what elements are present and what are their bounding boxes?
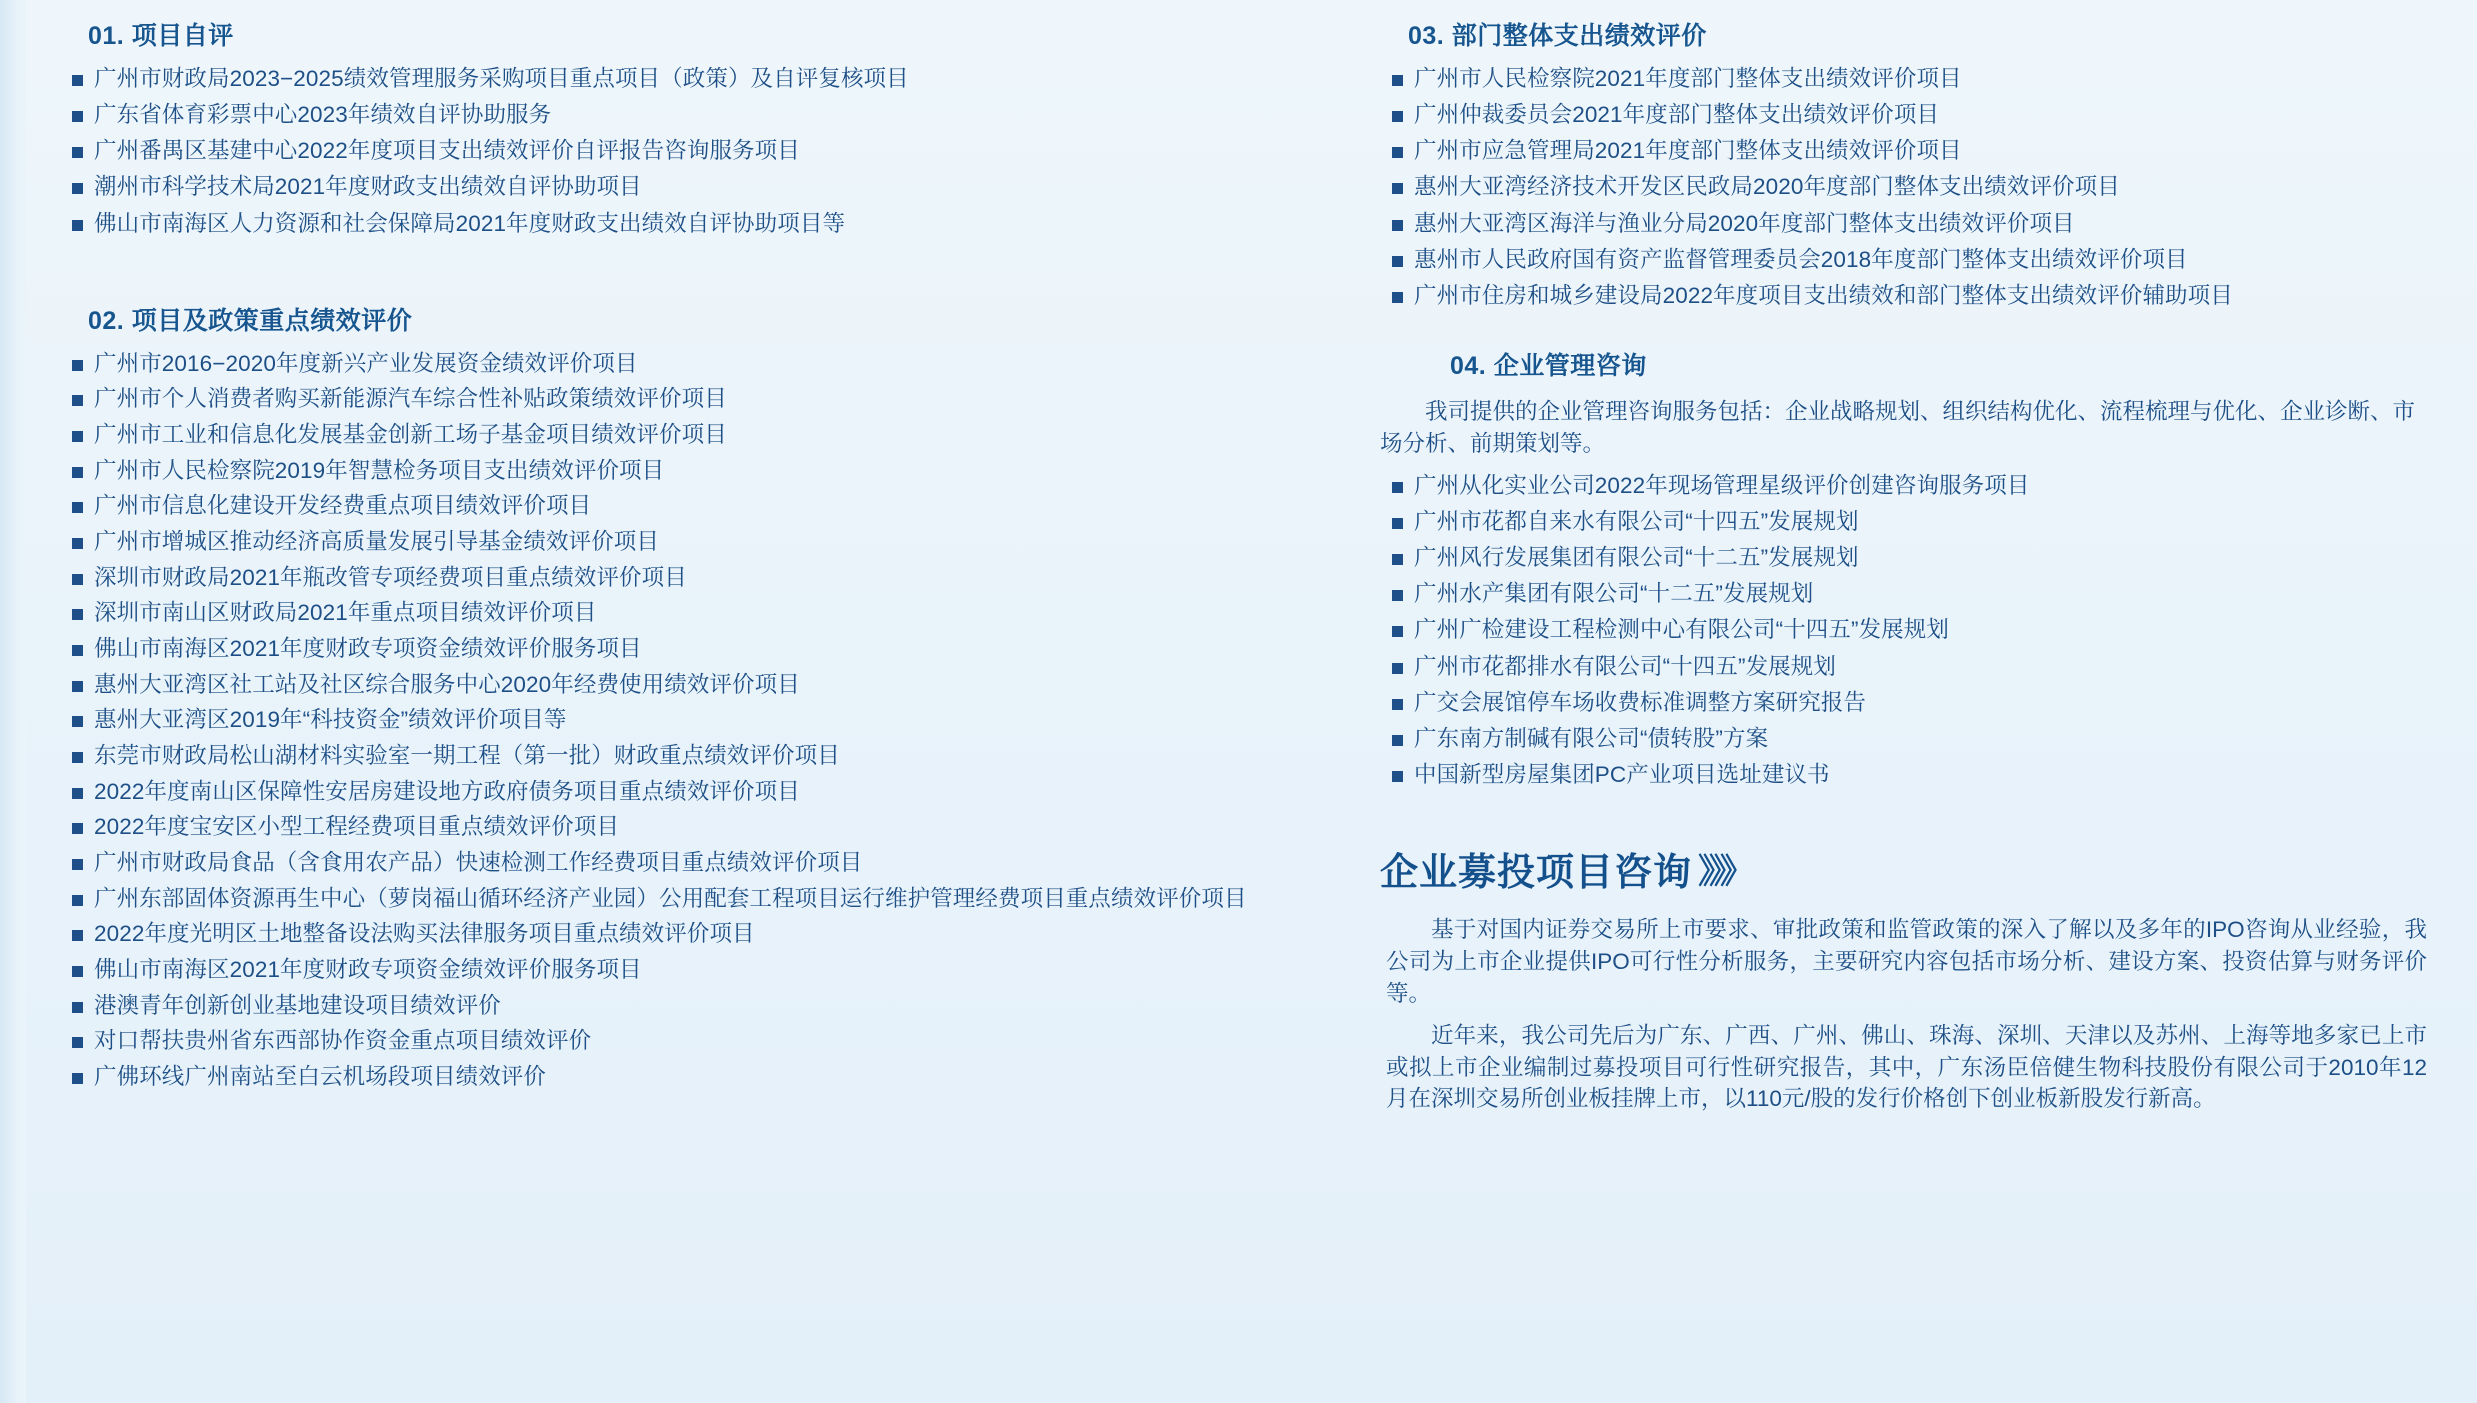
list-item: 广州广检建设工程检测中心有限公司“十四五”发展规划 xyxy=(1380,617,2437,644)
list-item: 广交会展馆停车场收费标准调整方案研究报告 xyxy=(1380,690,2437,717)
section-01-list xyxy=(60,66,1300,237)
list-item: 广州市2016−2020年度新兴产业发展资金绩效评价项目 xyxy=(60,351,1300,378)
list-item: 广州风行发展集团有限公司“十二五”发展规划 xyxy=(1380,545,2437,572)
list-item: 港澳青年创新创业基地建设项目绩效评价 xyxy=(60,993,1300,1020)
list-item: 2022年度南山区保障性安居房建设地方政府债务项目重点绩效评价项目 xyxy=(60,779,1300,806)
section-02-list xyxy=(60,351,1300,1091)
list-item: 广州市人民检察院2019年智慧检务项目支出绩效评价项目 xyxy=(60,458,1300,485)
section-title-01: 01. 项目自评 xyxy=(88,22,234,50)
list-item: 广州从化实业公司2022年现场管理星级评价创建咨询服务项目 xyxy=(1380,473,2437,500)
feature-body xyxy=(1380,914,2437,1116)
list-item: 广州市花都排水有限公司“十四五”发展规划 xyxy=(1380,654,2437,681)
section-title-03: 03. 部门整体支出绩效评价 xyxy=(1408,22,1707,50)
list-item: 惠州大亚湾区社工站及社区综合服务中心2020年经费使用绩效评价项目 xyxy=(60,672,1300,699)
list-item: 广州市财政局2023−2025绩效管理服务采购项目重点项目（政策）及自评复核项目 xyxy=(60,66,1300,93)
left-column xyxy=(60,10,1320,1403)
list-item: 深圳市南山区财政局2021年重点项目绩效评价项目 xyxy=(60,600,1300,627)
list-item: 惠州大亚湾经济技术开发区民政局2020年度部门整体支出绩效评价项目 xyxy=(1380,174,2437,201)
section-04-block xyxy=(1380,346,2437,789)
list-item: 广州市应急管理局2021年度部门整体支出绩效评价项目 xyxy=(1380,138,2437,165)
list-item: 潮州市科学技术局2021年度财政支出绩效自评协助项目 xyxy=(60,174,1300,201)
feature-paragraph: 近年来，我公司先后为广东、广西、广州、佛山、珠海、深圳、天津以及苏州、上海等地多家已上市或拟上市企业编制过募投项目可行性研究报告，其中，广东汤臣倍健生物科技股份有限公司于2010年12月在深圳交易所创业板挂牌上市，以110元/股的发行价格创下创业板新股发行新高。 xyxy=(1386,1022,2427,1112)
list-item: 惠州大亚湾区海洋与渔业分局2020年度部门整体支出绩效评价项目 xyxy=(1380,211,2437,238)
list-item: 广州市花都自来水有限公司“十四五”发展规划 xyxy=(1380,509,2437,536)
list-item: 广州市个人消费者购买新能源汽车综合性补贴政策绩效评价项目 xyxy=(60,386,1300,413)
list-item: 广佛环线广州南站至白云机场段项目绩效评价 xyxy=(60,1064,1300,1091)
section-03-list xyxy=(1380,66,2437,310)
list-item: 2022年度宝安区小型工程经费项目重点绩效评价项目 xyxy=(60,814,1300,841)
section-04-intro: 我司提供的企业管理咨询服务包括：企业战略规划、组织结构优化、流程梳理与优化、企业诊断、市场分析、前期策划等。 xyxy=(1380,398,2416,457)
list-item: 广州市工业和信息化发展基金创新工场子基金项目绩效评价项目 xyxy=(60,422,1300,449)
list-item: 广州番禺区基建中心2022年度项目支出绩效评价自评报告咨询服务项目 xyxy=(60,138,1300,165)
list-item: 广州市增城区推动经济高质量发展引导基金绩效评价项目 xyxy=(60,529,1300,556)
list-item: 广州市人民检察院2021年度部门整体支出绩效评价项目 xyxy=(1380,66,2437,93)
list-item: 广州市信息化建设开发经费重点项目绩效评价项目 xyxy=(60,493,1300,520)
section-04-list xyxy=(1380,473,2437,789)
list-item: 东莞市财政局松山湖材料实验室一期工程（第一批）财政重点绩效评价项目 xyxy=(60,743,1300,770)
list-item: 惠州市人民政府国有资产监督管理委员会2018年度部门整体支出绩效评价项目 xyxy=(1380,247,2437,274)
list-item: 佛山市南海区2021年度财政专项资金绩效评价服务项目 xyxy=(60,636,1300,663)
list-item: 深圳市财政局2021年瓶改管专项经费项目重点绩效评价项目 xyxy=(60,565,1300,592)
list-item: 广东南方制碱有限公司“债转股”方案 xyxy=(1380,726,2437,753)
feature-heading-text: 企业募投项目咨询 xyxy=(1380,851,1693,894)
feature-heading xyxy=(1380,841,2437,896)
list-item: 广州市财政局食品（含食用农产品）快速检测工作经费项目重点绩效评价项目 xyxy=(60,850,1300,877)
list-item: 惠州大亚湾区2019年“科技资金”绩效评价项目等 xyxy=(60,707,1300,734)
list-item: 对口帮扶贵州省东西部协作资金重点项目绩效评价 xyxy=(60,1028,1300,1055)
list-item: 佛山市南海区人力资源和社会保障局2021年度财政支出绩效自评协助项目等 xyxy=(60,211,1300,238)
feature-paragraph: 基于对国内证券交易所上市要求、审批政策和监管政策的深入了解以及多年的IPO咨询从业经验，我公司为上市企业提供IPO可行性分析服务，主要研究内容包括市场分析、建设方案、投资估算与财务评价等。 xyxy=(1386,916,2427,1006)
list-item: 广东省体育彩票中心2023年绩效自评协助服务 xyxy=(60,102,1300,129)
list-item: 中国新型房屋集团PC产业项目选址建议书 xyxy=(1380,762,2437,789)
section-title-04: 04. 企业管理咨询 xyxy=(1450,351,1647,380)
list-item: 广州东部固体资源再生中心（萝岗福山循环经济产业园）公用配套工程项目运行维护管理经费项目重点绩效评价项目 xyxy=(60,886,1300,913)
chevron-right-icon: 》》》 xyxy=(1698,852,1749,891)
list-item: 2022年度光明区土地整备设法购买法律服务项目重点绩效评价项目 xyxy=(60,921,1300,948)
list-item: 广州水产集团有限公司“十二五”发展规划 xyxy=(1380,581,2437,608)
section-spacer xyxy=(60,247,1300,295)
list-item: 广州仲裁委员会2021年度部门整体支出绩效评价项目 xyxy=(1380,102,2437,129)
right-column xyxy=(1320,10,2437,1403)
list-item: 广州市住房和城乡建设局2022年度项目支出绩效和部门整体支出绩效评价辅助项目 xyxy=(1380,283,2437,310)
list-item: 佛山市南海区2021年度财政专项资金绩效评价服务项目 xyxy=(60,957,1300,984)
section-title-02: 02. 项目及政策重点绩效评价 xyxy=(88,306,413,335)
